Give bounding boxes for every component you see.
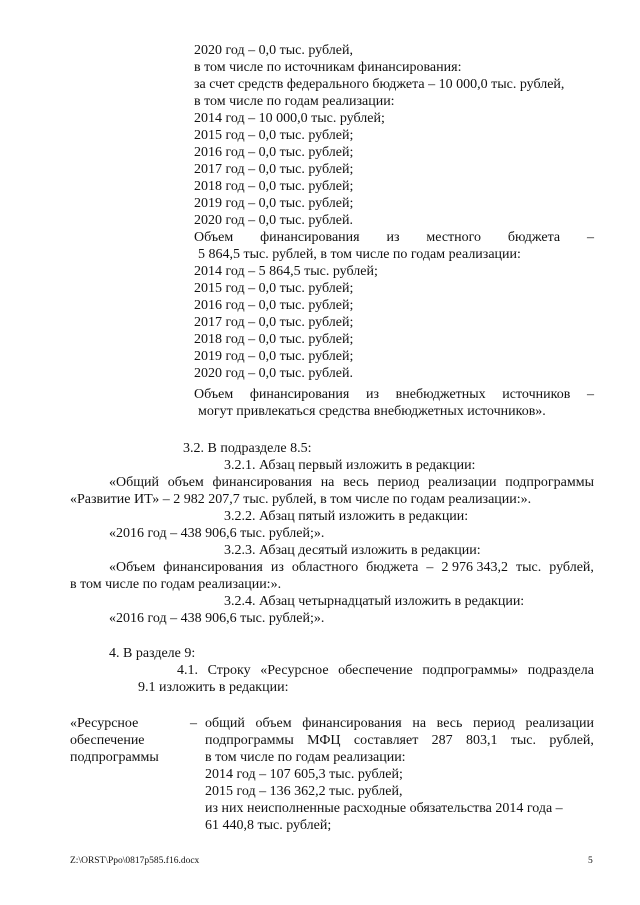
- text-line: 2019 год – 0,0 тыс. рублей;: [194, 349, 354, 364]
- text-line: 2014 год – 5 864,5 тыс. рублей;: [194, 264, 378, 279]
- quote-line: «2016 год – 438 906,6 тыс. рублей;».: [109, 526, 325, 541]
- text-line: могут привлекаться средства внебюджетных источников».: [198, 404, 546, 419]
- quote-line: «Развитие ИТ» – 2 982 207,7 тыс. рублей, в том числе по годам реализации:».: [70, 492, 532, 507]
- text-line: 2020 год – 0,0 тыс. рублей,: [194, 43, 353, 58]
- subsection-heading: 3.2.3. Абзац десятый изложить в редакции:: [224, 543, 481, 558]
- quote-line: «2016 год – 438 906,6 тыс. рублей;».: [109, 611, 325, 626]
- page-number: 5: [588, 856, 593, 866]
- resource-line: в том числе по годам реализации:: [205, 750, 406, 765]
- row-dash: –: [190, 716, 197, 731]
- text-line: 2016 год – 0,0 тыс. рублей;: [194, 298, 354, 313]
- local-budget-heading: Объем финансирования из местного бюджета –: [194, 230, 594, 245]
- text-line: 2018 год – 0,0 тыс. рублей;: [194, 179, 354, 194]
- resource-line: из них неисполненные расходные обязательства 2014 года –: [205, 801, 563, 816]
- text-line: за счет средств федерального бюджета – 10 000,0 тыс. рублей,: [194, 77, 565, 92]
- section-heading: 4. В разделе 9:: [109, 646, 196, 661]
- subsection-heading: 3.2.2. Абзац пятый изложить в редакции:: [224, 509, 469, 524]
- paragraph-line: 9.1 изложить в редакции:: [138, 680, 289, 695]
- text-line: 2014 год – 10 000,0 тыс. рублей;: [194, 111, 385, 126]
- text-line: 2020 год – 0,0 тыс. рублей.: [194, 213, 353, 228]
- footer-file-path: Z:\ORST\Ppo\0817p585.f16.docx: [70, 856, 200, 866]
- text-line: 2016 год – 0,0 тыс. рублей;: [194, 145, 354, 160]
- text-line: 2015 год – 0,0 тыс. рублей;: [194, 128, 354, 143]
- resource-line: общий объем финансирования на весь период реализации: [205, 716, 594, 731]
- text-line: 5 864,5 тыс. рублей, в том числе по годам реализации:: [198, 247, 521, 262]
- text-line: 2019 год – 0,0 тыс. рублей;: [194, 196, 354, 211]
- row-label: обеспечение: [70, 733, 145, 748]
- extra-budget-heading: Объем финансирования из внебюджетных источников –: [194, 387, 594, 402]
- text-line: 2017 год – 0,0 тыс. рублей;: [194, 162, 354, 177]
- text-line: 2015 год – 0,0 тыс. рублей;: [194, 281, 354, 296]
- section-heading: 3.2. В подразделе 8.5:: [183, 441, 312, 456]
- quote-line: «Объем финансирования из областного бюджета – 2 976 343,2 тыс. рублей,: [109, 560, 594, 575]
- text-line: 2017 год – 0,0 тыс. рублей;: [194, 315, 354, 330]
- resource-line: 2015 год – 136 362,2 тыс. рублей,: [205, 784, 403, 799]
- resource-line: 61 440,8 тыс. рублей;: [205, 818, 332, 833]
- text-line: 2020 год – 0,0 тыс. рублей.: [194, 366, 353, 381]
- subsection-heading: 3.2.4. Абзац четырнадцатый изложить в редакции:: [224, 594, 525, 609]
- quote-line: в том числе по годам реализации:».: [70, 577, 282, 592]
- paragraph-line: 4.1. Строку «Ресурсное обеспечение подпрограммы» подраздела: [177, 663, 594, 678]
- row-label: подпрограммы: [70, 750, 159, 765]
- text-line: в том числе по источникам финансирования:: [194, 60, 462, 75]
- text-line: 2018 год – 0,0 тыс. рублей;: [194, 332, 354, 347]
- resource-line: 2014 год – 107 605,3 тыс. рублей;: [205, 767, 403, 782]
- subsection-heading: 3.2.1. Абзац первый изложить в редакции:: [224, 458, 476, 473]
- resource-line: подпрограммы МФЦ составляет 287 803,1 тыс. рублей,: [205, 733, 594, 748]
- text-line: в том числе по годам реализации:: [194, 94, 395, 109]
- quote-line: «Общий объем финансирования на весь период реализации подпрограммы: [109, 475, 594, 490]
- row-label: «Ресурсное: [70, 716, 139, 731]
